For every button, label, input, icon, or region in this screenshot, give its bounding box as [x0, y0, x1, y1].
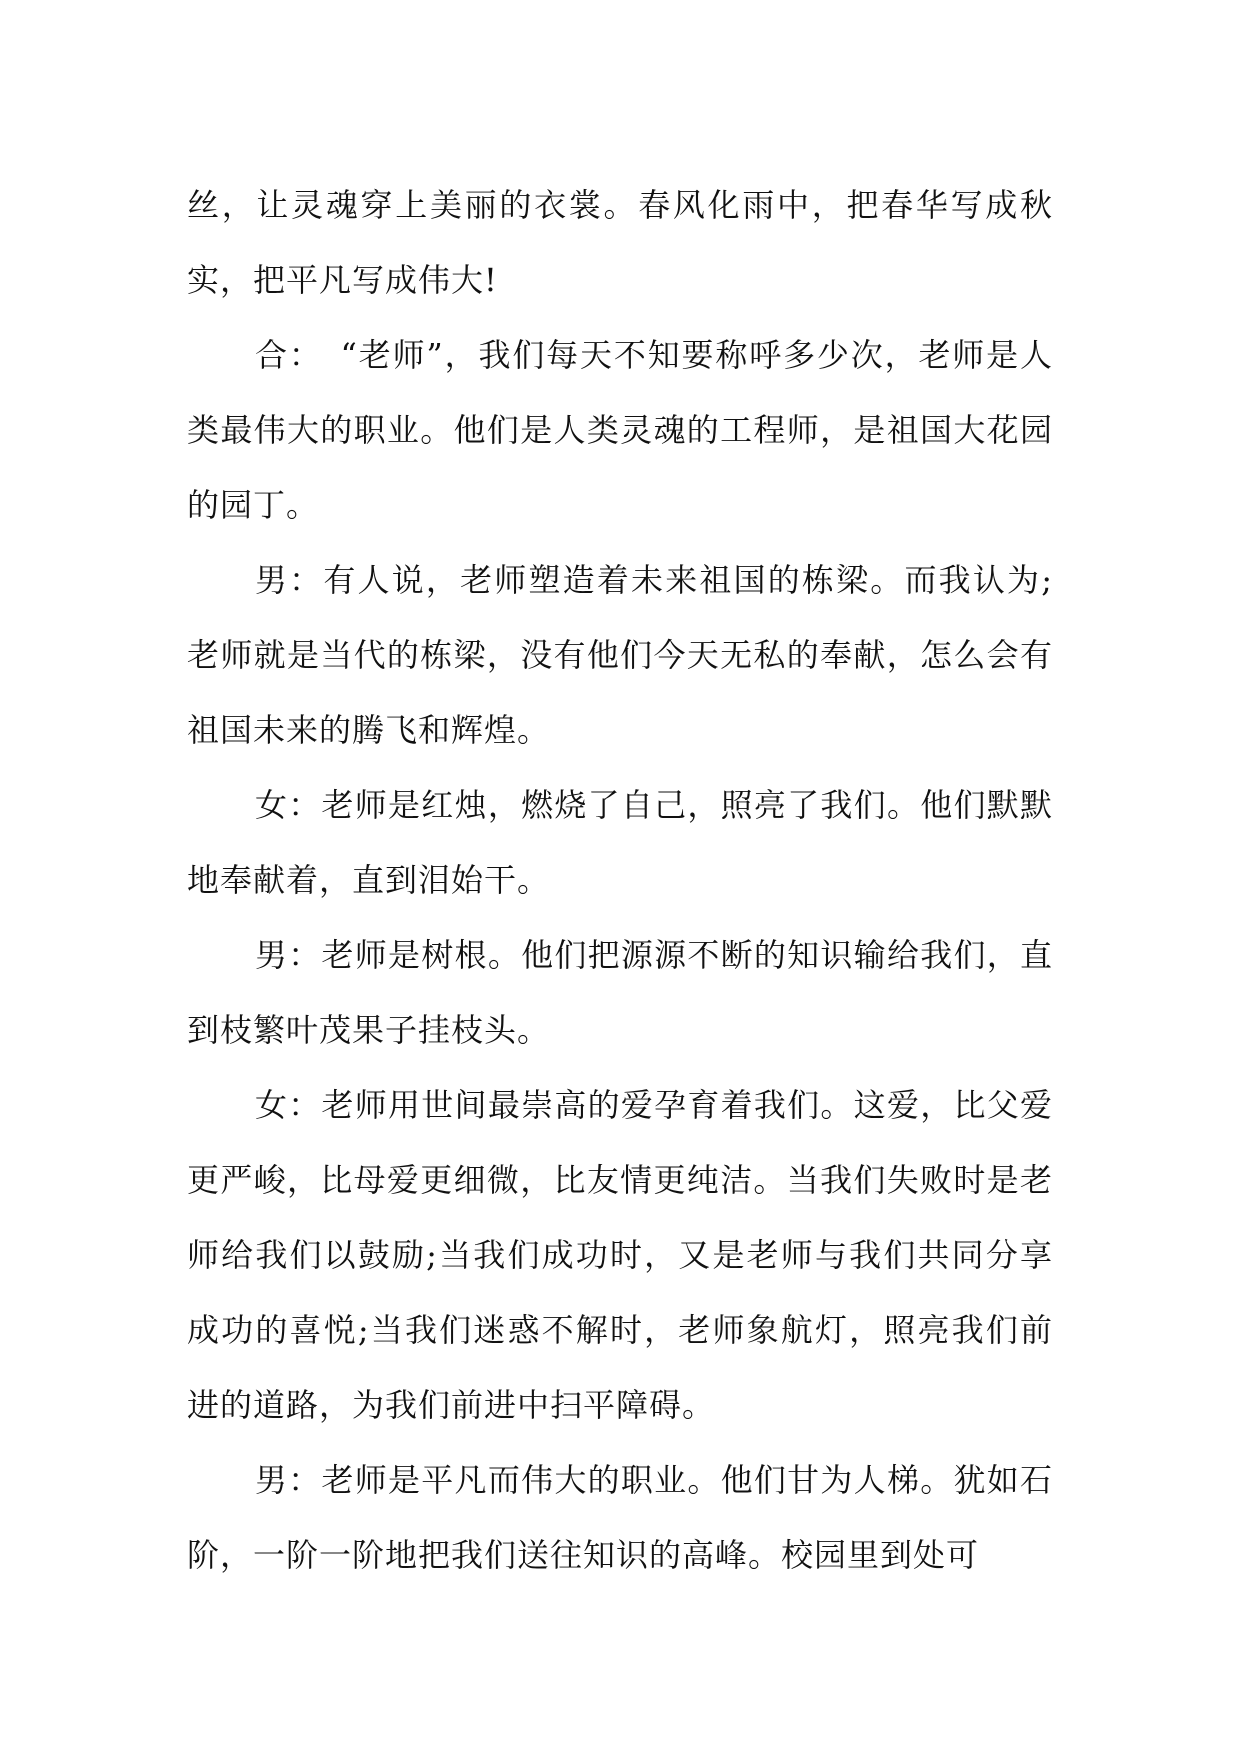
document-body	[187, 168, 1053, 1593]
paragraph-5: 男：老师是树根。他们把源源不断的知识输给我们，直到枝繁叶茂果子挂枝头。	[187, 936, 1053, 1049]
paragraph-4: 女：老师是红烛，燃烧了自己，照亮了我们。他们默默地奉献着，直到泪始干。	[187, 786, 1053, 899]
paragraph-1: 丝，让灵魂穿上美丽的衣裳。春风化雨中，把春华写成秋实，把平凡写成伟大!	[187, 186, 1053, 299]
paragraph-6: 女：老师用世间最崇高的爱孕育着我们。这爱，比父爱更严峻，比母爱更细微，比友情更纯洁。当我们失败时是老师给我们以鼓励;当我们成功时，又是老师与我们共同分享成功的喜悦;当我们迷惑不解时，老师象航灯，照亮我们前进的道路，为我们前进中扫平障碍。	[187, 1086, 1053, 1424]
paragraph-7: 男：老师是平凡而伟大的职业。他们甘为人梯。犹如石阶，一阶一阶地把我们送往知识的高峰。校园里到处可	[187, 1461, 1053, 1574]
paragraph-2: 合： “老师”，我们每天不知要称呼多少次，老师是人类最伟大的职业。他们是人类灵魂的工程师，是祖国大花园的园丁。	[187, 336, 1053, 524]
paragraph-3: 男：有人说，老师塑造着未来祖国的栋梁。而我认为;老师就是当代的栋梁，没有他们今天无私的奉献，怎么会有祖国未来的腾飞和辉煌。	[187, 561, 1053, 749]
